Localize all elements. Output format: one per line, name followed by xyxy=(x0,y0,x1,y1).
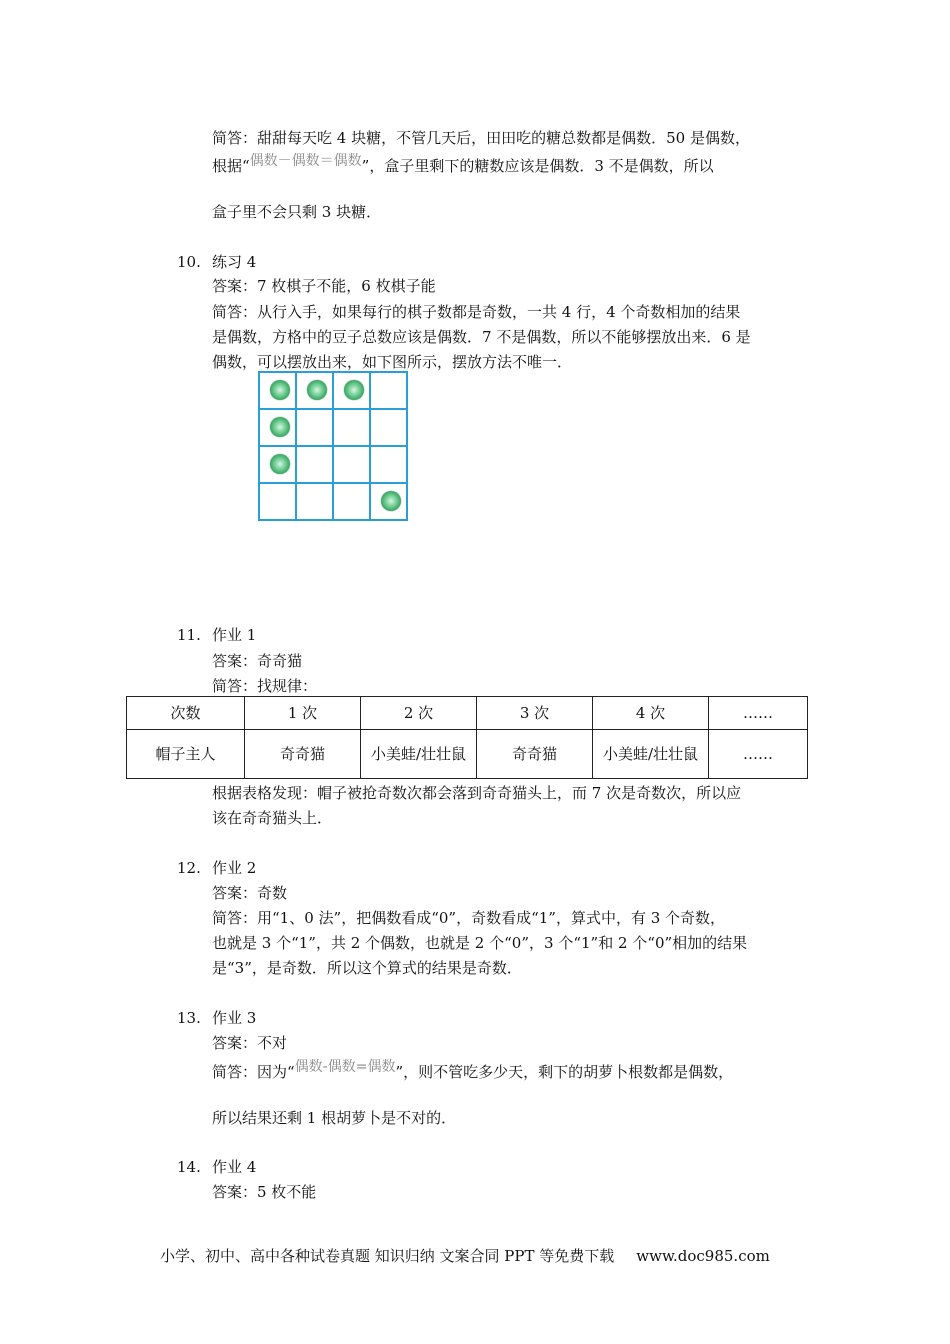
q11-number: 11. xyxy=(177,626,201,644)
q12-brief-2: 也就是 3 个“1”，共 2 个偶数，也就是 2 个“0”，3 个“1”和 2 个“0”相加的结果 xyxy=(212,934,748,952)
table-cell: 帽子主人 xyxy=(127,730,245,779)
p9-line-1: 简答：甜甜每天吃 4 块糖，不管几天后，田田吃的糖总数都是偶数．50 是偶数， xyxy=(212,129,750,147)
table-cell: 奇奇猫 xyxy=(477,730,593,779)
q13-formula: 偶数-偶数=偶数 xyxy=(294,1059,396,1075)
q10-brief-1: 简答：从行入手，如果每行的棋子数都是奇数，一共 4 行，4 个奇数相加的结果 xyxy=(212,303,741,321)
table-cell: 小美蛙/壮壮鼠 xyxy=(361,730,477,779)
bean-icon xyxy=(270,380,290,400)
q10-brief-3: 偶数，可以摆放出来，如下图所示，摆放方法不唯一． xyxy=(212,353,573,371)
q11-brief: 简答：找规律： xyxy=(212,677,318,695)
q11-after-1: 根据表格发现：帽子被抢奇数次都会落到奇奇猫头上，而 7 次是奇数次，所以应 xyxy=(212,784,742,802)
p9-line-2-suffix: ”，盒子里剩下的糖数应该是偶数．3 不是偶数，所以 xyxy=(361,157,714,175)
table-cell: …… xyxy=(709,730,808,779)
grid-line xyxy=(258,445,408,447)
bean-icon xyxy=(381,491,401,511)
p9-formula: 偶数－偶数＝偶数 xyxy=(249,153,362,169)
q12-title: 作业 2 xyxy=(212,859,257,877)
grid-line xyxy=(258,408,408,410)
q13-brief-2: 所以结果还剩 1 根胡萝卜是不对的． xyxy=(212,1109,457,1127)
q10-answer: 答案：7 枚棋子不能，6 枚棋子能 xyxy=(212,277,436,295)
q13-brief-prefix: 简答：因为“ xyxy=(212,1063,295,1081)
q13-title: 作业 3 xyxy=(212,1009,257,1027)
p9-line-2 xyxy=(212,153,714,177)
table-cell: 3 次 xyxy=(477,697,593,730)
q13-brief-1 xyxy=(212,1059,734,1083)
q13-answer: 答案：不对 xyxy=(212,1034,288,1052)
q12-number: 12. xyxy=(177,859,201,877)
pattern-table xyxy=(126,696,808,779)
footer-text: 小学、初中、高中各种试卷真题 知识归纳 文案合同 PPT 等免费下载 xyxy=(160,1247,615,1265)
q11-title: 作业 1 xyxy=(212,626,257,644)
page-footer xyxy=(160,1246,770,1266)
q14-answer: 答案：5 枚不能 xyxy=(212,1183,317,1201)
table-row xyxy=(127,730,808,779)
q12-brief-1: 简答：用“1、0 法”，把偶数看成“0”，奇数看成“1”，算式中，有 3 个奇数， xyxy=(212,909,726,927)
bean-icon xyxy=(270,417,290,437)
table-row xyxy=(127,697,808,730)
footer-url[interactable]: www.doc985.com xyxy=(636,1247,770,1265)
bean-icon xyxy=(307,380,327,400)
p9-line-2-prefix: 根据“ xyxy=(212,157,250,175)
q10-number: 10. xyxy=(177,253,201,271)
q11-after-2: 该在奇奇猫头上． xyxy=(212,809,333,827)
bean-icon xyxy=(270,454,290,474)
table-cell: 奇奇猫 xyxy=(245,730,361,779)
q10-brief-2: 是偶数，方格中的豆子总数应该是偶数．7 不是偶数，所以不能够摆放出来．6 是 xyxy=(212,328,751,346)
grid-line xyxy=(258,482,408,484)
q13-number: 13. xyxy=(177,1009,201,1027)
table-cell: 次数 xyxy=(127,697,245,730)
q12-answer: 答案：奇数 xyxy=(212,884,288,902)
q13-brief-suffix: ”，则不管吃多少天，剩下的胡萝卜根数都是偶数， xyxy=(395,1063,734,1081)
q14-title: 作业 4 xyxy=(212,1158,257,1176)
q11-answer: 答案：奇奇猫 xyxy=(212,652,303,670)
q14-number: 14. xyxy=(177,1158,201,1176)
p9-line-3: 盒子里不会只剩 3 块糖． xyxy=(212,203,382,221)
table-cell: 4 次 xyxy=(593,697,709,730)
table-cell: …… xyxy=(709,697,808,730)
q10-title: 练习 4 xyxy=(212,253,257,271)
bean-icon xyxy=(344,380,364,400)
table-cell: 2 次 xyxy=(361,697,477,730)
q12-brief-3: 是“3”，是奇数．所以这个算式的结果是奇数． xyxy=(212,959,522,977)
table-cell: 小美蛙/壮壮鼠 xyxy=(593,730,709,779)
table-cell: 1 次 xyxy=(245,697,361,730)
